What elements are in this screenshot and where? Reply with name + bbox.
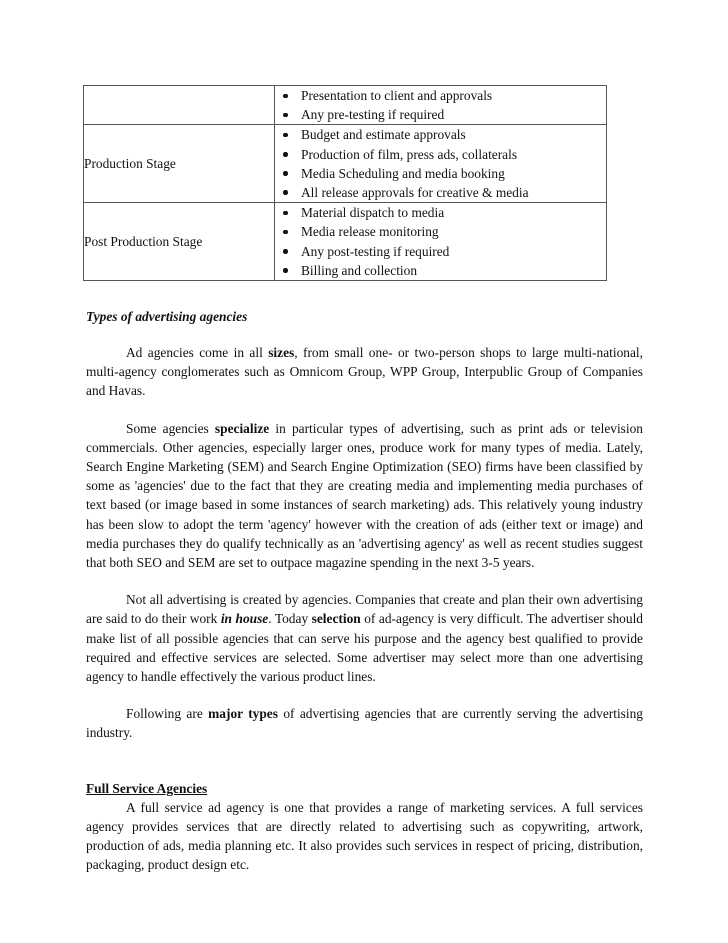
list-item: Billing and collection (275, 261, 606, 280)
text-run: Some agencies (126, 420, 215, 436)
text-run: in particular types of advertising, such as print ads or television commercials. Other agencies, especially larger ones, produce work for many types of media. Lately, Search Engine Marketing (SEM) and Search Engine Optimization (SEO) firms have been classified by some as 'agencies' due to the fact that they are creating media and implementing media purchases of text based (or image based in some instances of search marketing) ads. This relatively young industry has been slow to adopt the term 'agency' however with the creation of ads (either text or image) and media purchases they do qualify technically as an 'advertising agency' as well as recent studies suggest that both SEO and SEM are set to outpace magazine spending in the next 3-5 years. (86, 420, 643, 571)
stage-name-cell (84, 86, 275, 125)
text-run: Not all advertising is created by agencies. Companies that create and plan their own advertising are said to do their work (86, 592, 643, 627)
text-run: of ad-agency is very difficult. The advertiser should make list of all possible agencies that can serve his purpose and the agency best qualified to provide required and effective services are selected. Some advertiser may select more than one advertising agency to handle effectively the various product lines. (86, 611, 643, 685)
bullet-list (275, 203, 606, 280)
stage-items-cell (275, 203, 607, 281)
stage-items-cell (275, 125, 607, 203)
list-item: Presentation to client and approvals (275, 86, 606, 105)
table-row (84, 125, 607, 203)
list-item: All release approvals for creative & media (275, 183, 606, 202)
list-item: Media release monitoring (275, 222, 606, 241)
paragraph-sizes (86, 343, 643, 401)
text-run: specialize (214, 420, 270, 436)
text-run: sizes (268, 345, 295, 360)
text-run: Following are (126, 706, 209, 722)
text-run: A full service ad agency is one that provides a range of marketing services. A full services agency provides services that are directly related to advertising such as copywriting, artwork, production of ads, media planning etc. It also provides such services in respect of pricing, distribution, packaging, product design etc. (86, 799, 643, 873)
list-item: Production of film, press ads, collaterals (275, 145, 606, 164)
paragraph-specialize (86, 419, 643, 573)
paragraph-major-types (86, 704, 643, 742)
full-service-heading: Full Service Agencies (86, 780, 208, 796)
list-item: Budget and estimate approvals (275, 125, 606, 144)
table-row (84, 86, 607, 125)
bullet-list (275, 125, 606, 202)
list-item: Media Scheduling and media booking (275, 164, 606, 183)
list-item: Any pre-testing if required (275, 105, 606, 124)
paragraph-in-house (86, 590, 643, 686)
text-run: selection (311, 611, 361, 627)
text-run: of advertising agencies that are currently serving the advertising industry. (86, 706, 644, 741)
list-item: Any post-testing if required (275, 242, 606, 261)
text-run: Ad agencies come in all (126, 345, 269, 360)
stage-name-cell: Post Production Stage (84, 203, 275, 281)
stage-name-cell: Production Stage (84, 125, 275, 203)
text-run: . Today (268, 611, 312, 627)
text-run: in house (220, 611, 269, 627)
stage-items-cell (275, 86, 607, 125)
body-content (86, 307, 643, 874)
paragraph-full-service (86, 798, 643, 875)
text-run: major types (208, 706, 278, 722)
stages-table (83, 85, 607, 281)
list-item: Material dispatch to media (275, 203, 606, 222)
bullet-list (275, 86, 606, 124)
types-heading: Types of advertising agencies (86, 309, 248, 324)
text-run: , from small one- or two-person shops to large multi-national, multi-agency conglomerates such as Omnicom Group, WPP Group, Interpublic Group of Companies and Havas. (86, 345, 643, 399)
table-row (84, 203, 607, 281)
